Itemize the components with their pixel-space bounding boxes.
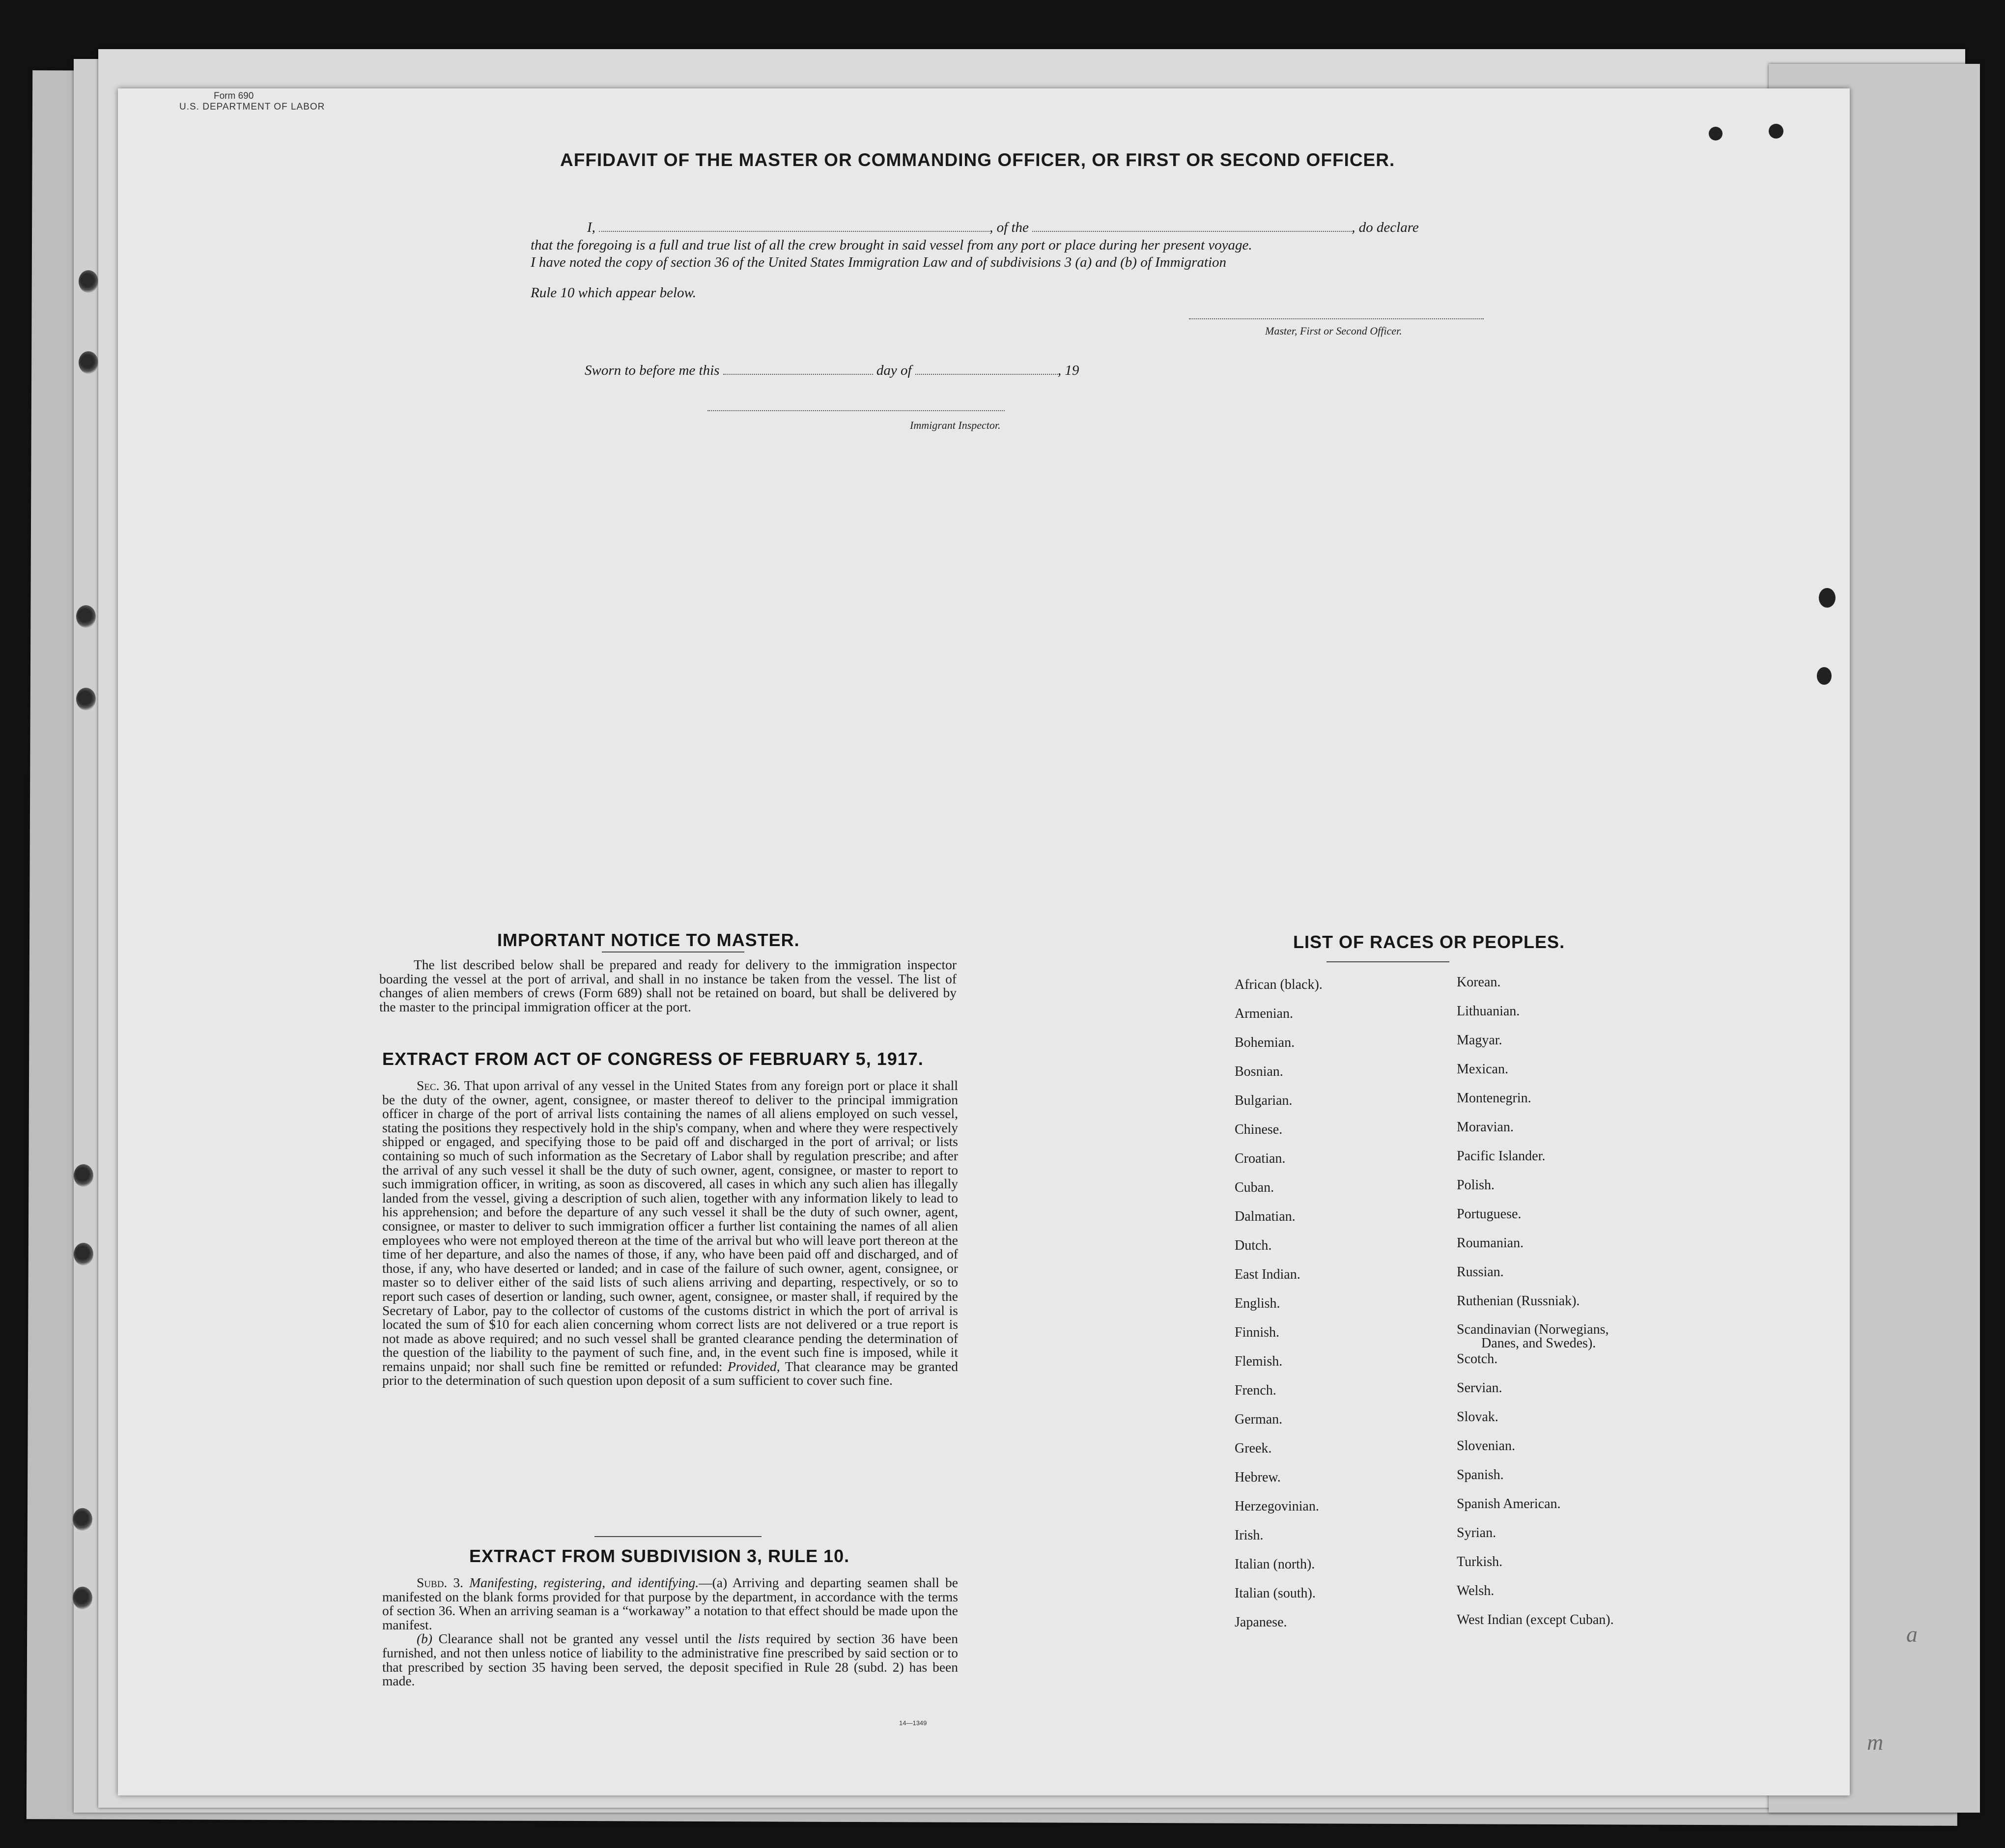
sec-label: Sec. 36. <box>417 1078 460 1093</box>
subd-heading: Manifesting, registering, and identifying. <box>469 1575 699 1590</box>
race-item: Slovenian. <box>1457 1438 1515 1454</box>
race-item: Armenian. <box>1235 1006 1293 1021</box>
race-item: Hebrew. <box>1235 1470 1281 1485</box>
day-of-label: day of <box>876 363 912 378</box>
races-right-column <box>1457 975 1614 1642</box>
race-item: Servian. <box>1457 1380 1502 1396</box>
race-item: Spanish. <box>1457 1467 1504 1483</box>
race-item: Dutch. <box>1235 1238 1272 1253</box>
subd-a-text: —(a) Arriving and departing seamen shall be manifested on the blank forms provided for that purpose by the department, in accordance with the terms of section 36. When an arriving seaman is a “workaway” a notation to that effect should be made upon the manifest. <box>382 1575 958 1632</box>
race-item: Bulgarian. <box>1235 1093 1293 1108</box>
form-number <box>179 91 325 112</box>
subd-b-paragraph <box>382 1632 958 1688</box>
year-label: , 19 <box>1057 363 1079 378</box>
race-item: Italian (south). <box>1235 1586 1316 1601</box>
punch-hole <box>76 605 96 628</box>
affidavit-line-3: I have noted the copy of section 36 of the United States Immigration Law and of subdivisions 3 (a) and (b) of Immigration <box>531 254 1227 270</box>
race-item: Flemish. <box>1235 1354 1283 1369</box>
footer-code: 14—1349 <box>899 1719 927 1727</box>
section-rule <box>594 1536 762 1537</box>
month-blank[interactable] <box>915 374 1058 375</box>
department-text: U.S. DEPARTMENT OF LABOR <box>179 102 325 112</box>
race-item: Montenegrin. <box>1457 1091 1531 1106</box>
race-item: Mexican. <box>1457 1062 1508 1077</box>
day-blank[interactable] <box>723 374 873 375</box>
race-item: Greek. <box>1235 1441 1272 1456</box>
rule-extract-text <box>382 1576 958 1688</box>
race-item: Bosnian. <box>1235 1064 1283 1079</box>
race-item: Italian (north). <box>1235 1557 1315 1572</box>
of-the-label: , of the <box>989 220 1029 235</box>
race-item: Croatian. <box>1235 1151 1286 1166</box>
name-blank[interactable] <box>599 231 989 232</box>
inspector-signature-line[interactable] <box>707 410 1005 411</box>
punch-hole <box>74 1164 93 1187</box>
race-item: Portuguese. <box>1457 1206 1522 1222</box>
subd-a-paragraph <box>382 1576 958 1632</box>
race-item: Irish. <box>1235 1528 1264 1543</box>
affidavit-title: AFFIDAVIT OF THE MASTER OR COMMANDING OFFICER, OR FIRST OR SECOND OFFICER. <box>560 150 1395 170</box>
race-item: Scandinavian (Norwegians, Danes, and Swedes). <box>1457 1322 1609 1351</box>
subd-label: Subd. 3. <box>417 1575 464 1590</box>
race-item: Korean. <box>1457 975 1501 990</box>
punch-hole <box>79 270 98 293</box>
inspector-signature-label: Immigrant Inspector. <box>910 419 1001 431</box>
sworn-line <box>585 363 1079 379</box>
form-number-text: Form 690 <box>214 91 254 101</box>
race-item: English. <box>1235 1296 1280 1311</box>
race-item: French. <box>1235 1383 1276 1398</box>
punch-hole <box>79 351 98 374</box>
ink-spot <box>1769 124 1783 139</box>
race-item: Chinese. <box>1235 1122 1283 1137</box>
notice-paragraph: The list described below shall be prepared and ready for delivery to the immigration inspector boarding the vessel at the port of arrival, and shall in no instance be taken from the vessel. The list of changes of alien members of crews (Form 689) shall not be retained on board, but shall be delivered by the master to the principal immigration officer at the port. <box>379 957 957 1014</box>
races-left-column <box>1235 978 1323 1644</box>
race-item: Spanish American. <box>1457 1496 1561 1512</box>
race-item: Herzegovinian. <box>1235 1499 1319 1514</box>
margin-scrawl: a <box>1906 1622 1918 1647</box>
margin-scrawl: m <box>1867 1730 1884 1755</box>
race-item: Russian. <box>1457 1264 1504 1280</box>
race-item: West Indian (except Cuban). <box>1457 1612 1614 1627</box>
punch-hole <box>74 1243 93 1265</box>
ink-spot <box>1819 588 1836 608</box>
ink-spot <box>1817 667 1832 685</box>
i-label: I, <box>587 220 595 235</box>
race-item: African (black). <box>1235 977 1323 992</box>
sec-36-text: That upon arrival of any vessel in the United States from any foreign port or place it shall be the duty of the owner, agent, consignee, or master thereof to deliver to the principal immigration officer in charge of the port of arrival lists containing the names of all aliens employed on such vessel, stating the positions they respectively hold in the ship's company, when and where they were respectively shipped or engaged, and specifying those to be paid off and discharged in the port of arrival; or lists containing so much of such information as the Secretary of Labor shall by regulation prescribe; and after the arrival of any such vessel it shall be the duty of such owner, agent, consignee, or master to report to such immigration officer, in writing, as soon as discovered, all cases in which any such alien has illegally landed from the vessel, giving a description of such alien, together with any information likely to lead to his apprehension; and before the departure of any such vessel it shall be the duty of such owner, agent, consignee, or master to deliver to such immigration officer a further list containing the names of all alien employees who were not employed thereon at the time of the arrival but who will leave port thereon at the time of her departure, and also the names of those, if any, who have been paid off and discharged, and of those, if any, who have deserted or landed; and in case of the failure of such owner, agent, consignee, or master so to deliver either of the said lists of such aliens arriving and departing, respectively, or so to report such cases of desertion or landing, such owner, agent, consignee, or master shall, if required by the Secretary of Labor, pay to the collector of customs of the customs district in which the port of arrival is located the sum of $10 for each alien concerning whom correct lists are not delivered or a true report is not made as above required; and no such vessel shall be granted clearance pending the determination of the question of the liability to the payment of such fine, and, in the event such fine is imposed, while it remains unpaid; nor shall such fine be remitted or refunded: <box>382 1078 958 1374</box>
race-item: Finnish. <box>1235 1325 1280 1340</box>
provided-word: Provided, <box>727 1358 780 1374</box>
bleed-through <box>339 172 347 187</box>
race-item: Moravian. <box>1457 1120 1514 1135</box>
race-item: Cuban. <box>1235 1180 1274 1195</box>
affidavit-line-4: Rule 10 which appear below. <box>531 285 696 301</box>
race-item: Lithuanian. <box>1457 1004 1520 1019</box>
do-declare-label: , do declare <box>1352 220 1419 235</box>
race-item: Polish. <box>1457 1177 1495 1193</box>
race-item: East Indian. <box>1235 1267 1300 1282</box>
act-extract-title: EXTRACT FROM ACT OF CONGRESS OF FEBRUARY 5, 1917. <box>382 1049 924 1069</box>
sec-36-paragraph <box>382 1079 958 1388</box>
race-item: Welsh. <box>1457 1583 1495 1598</box>
lists-word: lists <box>738 1631 760 1647</box>
vessel-blank[interactable] <box>1032 231 1352 232</box>
race-item: Scotch. <box>1457 1351 1498 1367</box>
punch-hole <box>73 1587 92 1609</box>
punch-hole <box>76 688 96 710</box>
race-item: Turkish. <box>1457 1554 1503 1569</box>
races-title: LIST OF RACES OR PEOPLES. <box>1293 932 1565 952</box>
master-signature-label: Master, First or Second Officer. <box>1265 325 1402 337</box>
sworn-prefix: Sworn to before me this <box>585 363 720 378</box>
subd-b-text-2: required by section 36 have been furnished, and not then unless notice of liability to the administrative fine prescribed by said section or to that prescribed by section 35 having been served, the deposit specified in Rule 28 (subd. 2) has been made. <box>382 1631 959 1689</box>
race-item: Syrian. <box>1457 1525 1497 1540</box>
races-rule <box>1327 961 1449 962</box>
subd-b-text-1: Clearance shall not be granted any vessel until the <box>438 1631 732 1647</box>
affidavit-line-2: that the foregoing is a full and true list of all the crew brought in said vessel from any port or place during her present voyage. <box>531 237 1252 253</box>
ink-spot <box>1709 127 1723 140</box>
sec-36-text-end: That clearance may be granted prior to the determination of such question upon deposit of a sum sufficient to cover such fine. <box>382 1358 958 1388</box>
race-item: Bohemian. <box>1235 1035 1295 1050</box>
notice-title: IMPORTANT NOTICE TO MASTER. <box>497 930 800 950</box>
race-item: Roumanian. <box>1457 1235 1524 1251</box>
act-extract-text <box>382 1079 958 1388</box>
race-item: Japanese. <box>1235 1615 1287 1630</box>
race-item: Dalmatian. <box>1235 1209 1296 1224</box>
affidavit-declaration-line <box>587 220 1419 236</box>
race-item: Magyar. <box>1457 1033 1502 1048</box>
race-item: German. <box>1235 1412 1283 1427</box>
subd-b-label: (b) <box>417 1631 433 1647</box>
punch-hole <box>73 1508 92 1531</box>
notice-text <box>379 958 957 1014</box>
race-item: Slovak. <box>1457 1409 1498 1425</box>
master-signature-line[interactable] <box>1189 318 1484 319</box>
rule-extract-title: EXTRACT FROM SUBDIVISION 3, RULE 10. <box>469 1546 850 1566</box>
race-item: Ruthenian (Russniak). <box>1457 1293 1580 1309</box>
race-item: Pacific Islander. <box>1457 1148 1546 1164</box>
